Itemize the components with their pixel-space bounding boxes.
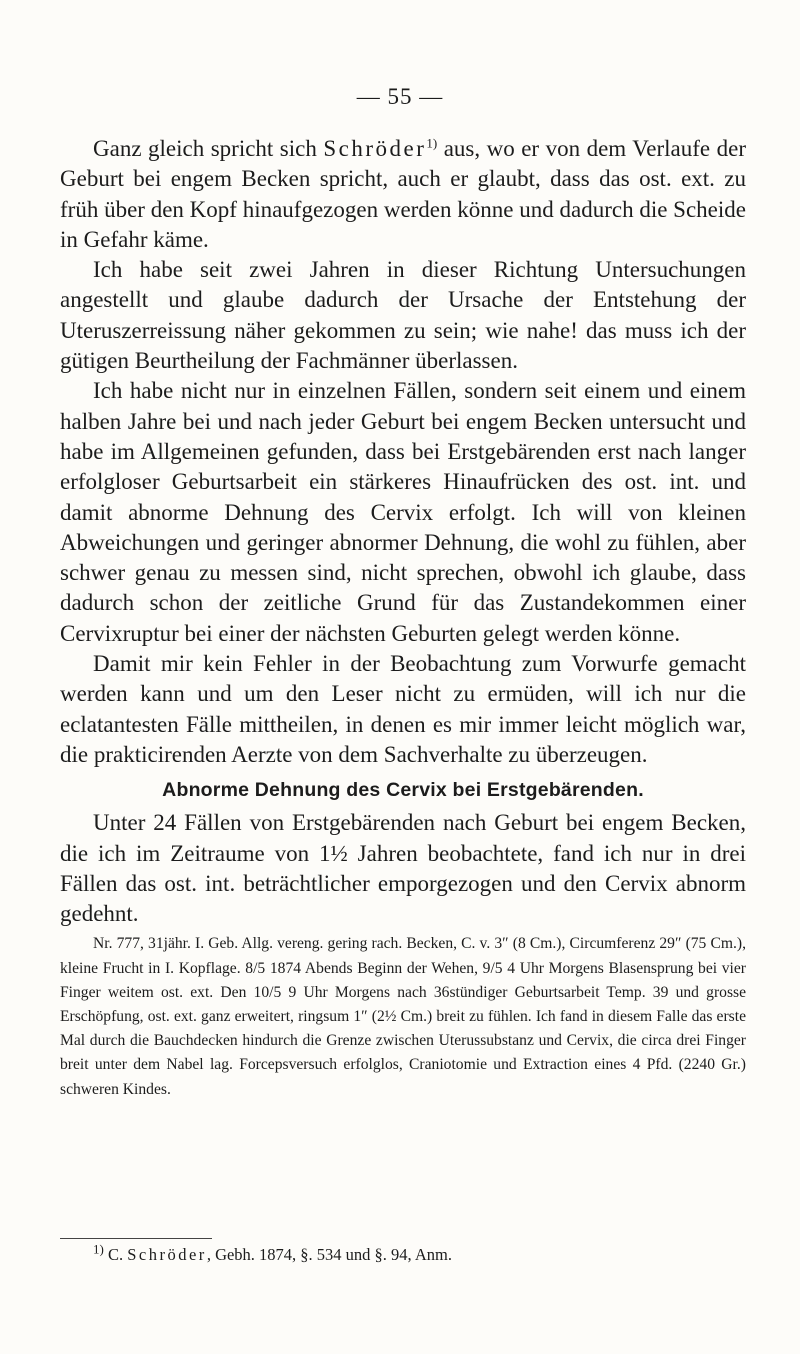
- footnote-marker: 1): [426, 135, 438, 151]
- footnote-number: 1): [93, 1241, 104, 1257]
- paragraph-1-end: aus, wo er von dem Verlaufe der Geburt bei engem Becken spricht, auch er glaubt, dass das ost. ext. zu früh über den Kopf hinaufgezogen werden könne und dadurch die Scheide in Gefahr käme.: [60, 136, 746, 252]
- paragraph-4: Damit mir kein Fehler in der Beobachtung zum Vorwurfe gemacht werden kann und um den Leser nicht zu ermüden, will ich nur die eclatantesten Fälle mittheilen, in denen es mir immer leicht möglich war, die prakticirenden Aerzte von dem Sachverhalte zu überzeugen.: [60, 651, 746, 767]
- main-text: [60, 134, 746, 1102]
- author-name: Schröder: [323, 136, 427, 161]
- footnote-author: Schröder: [127, 1245, 207, 1264]
- footnote-prefix: C.: [103, 1245, 128, 1264]
- footnote-reference: , Gebh. 1874, §. 534 und §. 94, Anm.: [206, 1245, 453, 1264]
- paragraph-1: [60, 134, 746, 255]
- paragraph-2: Ich habe seit zwei Jahren in dieser Richtung Untersuchungen angestellt und glaube dadurch der Ursache der Entstehung der Uteruszerreissung näher gekommen zu sein; wie nahe! das muss ich der gütigen Beurtheilung der Fachmänner überlassen.: [60, 257, 746, 374]
- paragraph-3: Ich habe nicht nur in einzelnen Fällen, sondern seit einem und einem halben Jahre bei und nach jeder Geburt bei engem Becken untersucht und habe im Allgemeinen gefunden, dass bei Erstgebärenden erst nach langer erfolgloser Geburtsarbeit ein stärkeres Hinaufrücken des ost. int. und damit abnorme Dehnung des Cervix erfolgt. Ich will von kleinen Abweichungen und geringer abnormer Dehnung, die wohl zu fühlen, aber schwer genau zu messen sind, nicht sprechen, obwohl ich glaube, dass dadurch schon der zeitliche Grund für das Zustandekommen einer Cervixruptur bei einer der nächsten Geburten gelegt werden könne.: [60, 378, 746, 646]
- section-heading: Abnorme Dehnung des Cervix bei Erstgebärenden.: [162, 779, 644, 802]
- paragraph-1-start: Ganz gleich spricht sich: [93, 136, 324, 161]
- footnote: [93, 1241, 743, 1266]
- paragraph-5: Unter 24 Fällen von Erstgebärenden nach Geburt bei engem Becken, die ich im Zeitraume von 1½ Jahren beobachtete, fand ich nur in drei Fällen das ost. int. beträchtlicher emporgezogen und den Cervix abnorm gedehnt.: [60, 810, 746, 927]
- page-number: — 55 —: [356, 84, 444, 109]
- footnote-divider: [60, 1238, 212, 1239]
- case-report: Nr. 777, 31jähr. I. Geb. Allg. vereng. gering rach. Becken, C. v. 3″ (8 Cm.), Circumferenz 29″ (75 Cm.), kleine Frucht in I. Kopflage. 8/5 1874 Abends Beginn der Wehen, 9/5 4 Uhr Morgens Blasensprung bei vier Finger weitem ost. ext. Den 10/5 9 Uhr Morgens nach 36stündiger Geburtsarbeit Temp. 39 und grosse Erschöpfung, ost. ext. ganz erweitert, ringsum 1″ (2½ Cm.) breit zu fühlen. Ich fand in diesem Falle das erste Mal durch die Bauchdecken hindurch die Grenze zwischen Uterussubstanz und Cervix, die circa drei Finger breit unter dem Nabel lag. Forcepsversuch erfolglos, Craniotomie und Extraction eines 4 Pfd. (2240 Gr.) schweren Kindes.: [60, 935, 746, 1098]
